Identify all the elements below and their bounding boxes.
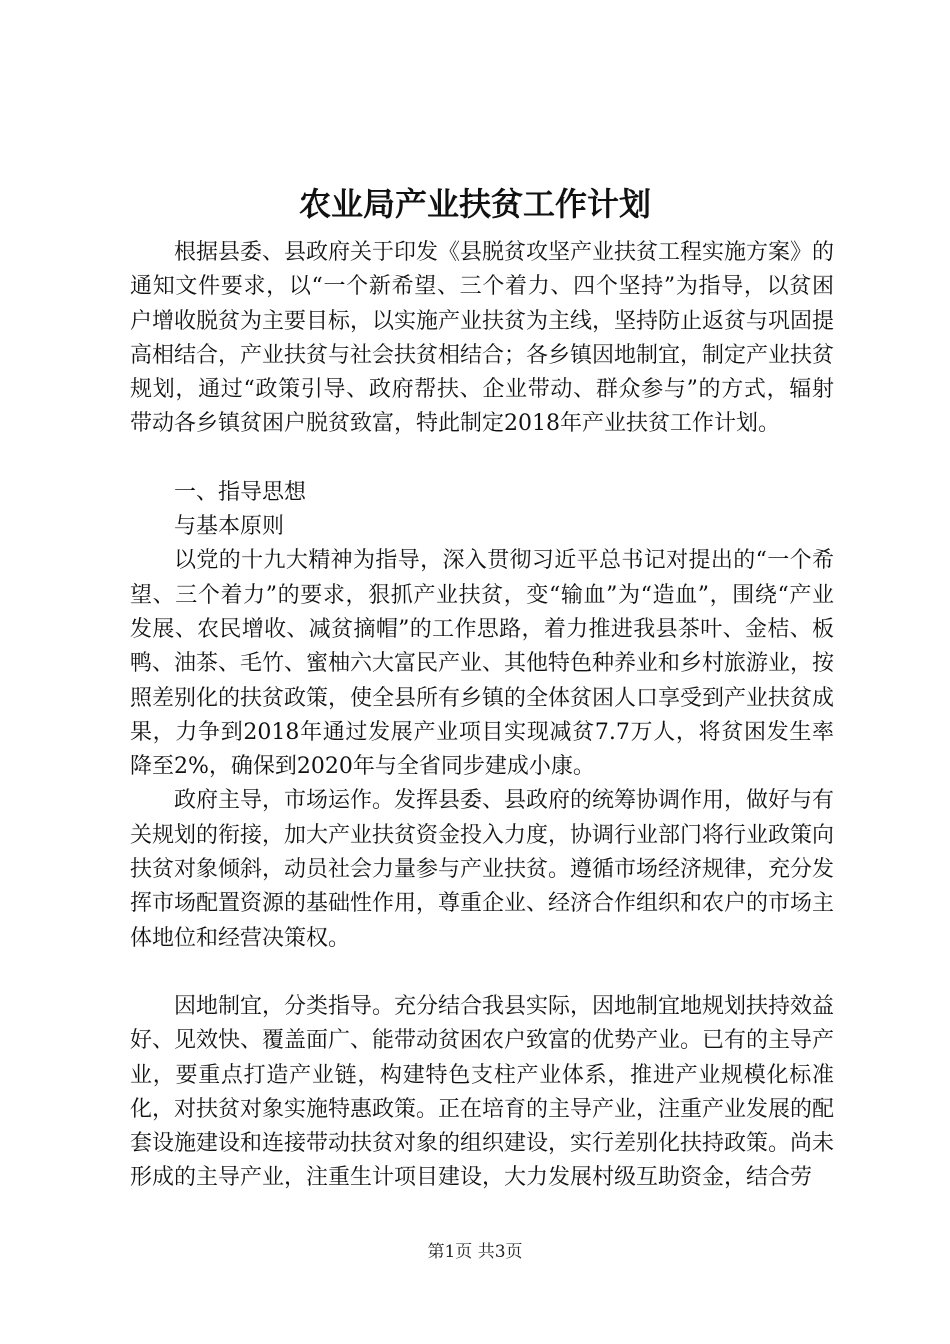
document-title: 农业局产业扶贫工作计划 [298,185,651,223]
section-heading-basic-principles: 与基本原则 [174,514,285,540]
section-heading-guiding-thought: 一、指导思想 [174,479,307,505]
paragraph-guiding-thought: 以党的十九大精神为指导，深入贯彻习近平总书记对提出的“一个希望、三个着力”的要求，狠抓产业扶贫，变“输血”为“造血”，围绕“产业发展、农民增收、减贫摘帽”的工作思路，着力推进我县茶叶、金桔、板鸭、油茶、毛竹、蜜柚六大富民产业、其他特色种养业和乡村旅游业，按照差别化的扶贫政策，使全县所有乡镇的全体贫困人口享受到产业扶贫成果，力争到2018年通过发展产业项目实现减贫7.7万人，将贫困发生率降至2%，确保到2020年与全省同步建成小康。 [130,548,835,780]
paragraph-intro: 根据县委、县政府关于印发《县脱贫攻坚产业扶贫工程实施方案》的通知文件要求，以“一个新希望、三个着力、四个坚持”为指导，以贫困户增收脱贫为主要目标，以实施产业扶贫为主线，坚持防止返贫与巩固提高相结合，产业扶贫与社会扶贫相结合；各乡镇因地制宜，制定产业扶贫规划，通过“政策引导、政府帮扶、企业带动、群众参与”的方式，辐射带动各乡镇贫困户脱贫致富，特此制定2018年产业扶贫工作计划。 [130,240,835,437]
paragraph-local-conditions: 因地制宜，分类指导。充分结合我县实际，因地制宜地规划扶持效益好、见效快、覆盖面广、能带动贫困农户致富的优势产业。已有的主导产业，要重点打造产业链，构建特色支柱产业体系，推进产业规模化标准化，对扶贫对象实施特惠政策。正在培育的主导产业，注重产业发展的配套设施建设和连接带动扶贫对象的组织建设，实行差别化扶持政策。尚未形成的主导产业，注重生计项目建设，大力发展村级互助资金，结合劳 [130,993,835,1191]
paragraph-government-led: 政府主导，市场运作。发挥县委、县政府的统筹协调作用，做好与有关规划的衔接，加大产业扶贫资金投入力度，协调行业部门将行业政策向扶贫对象倾斜，动员社会力量参与产业扶贫。遵循市场经济规律，充分发挥市场配置资源的基础性作用，尊重企业、经济合作组织和农户的市场主体地位和经营决策权。 [130,788,835,951]
document-body [130,236,834,1196]
page-footer: 第1页 共3页 [427,1242,523,1262]
